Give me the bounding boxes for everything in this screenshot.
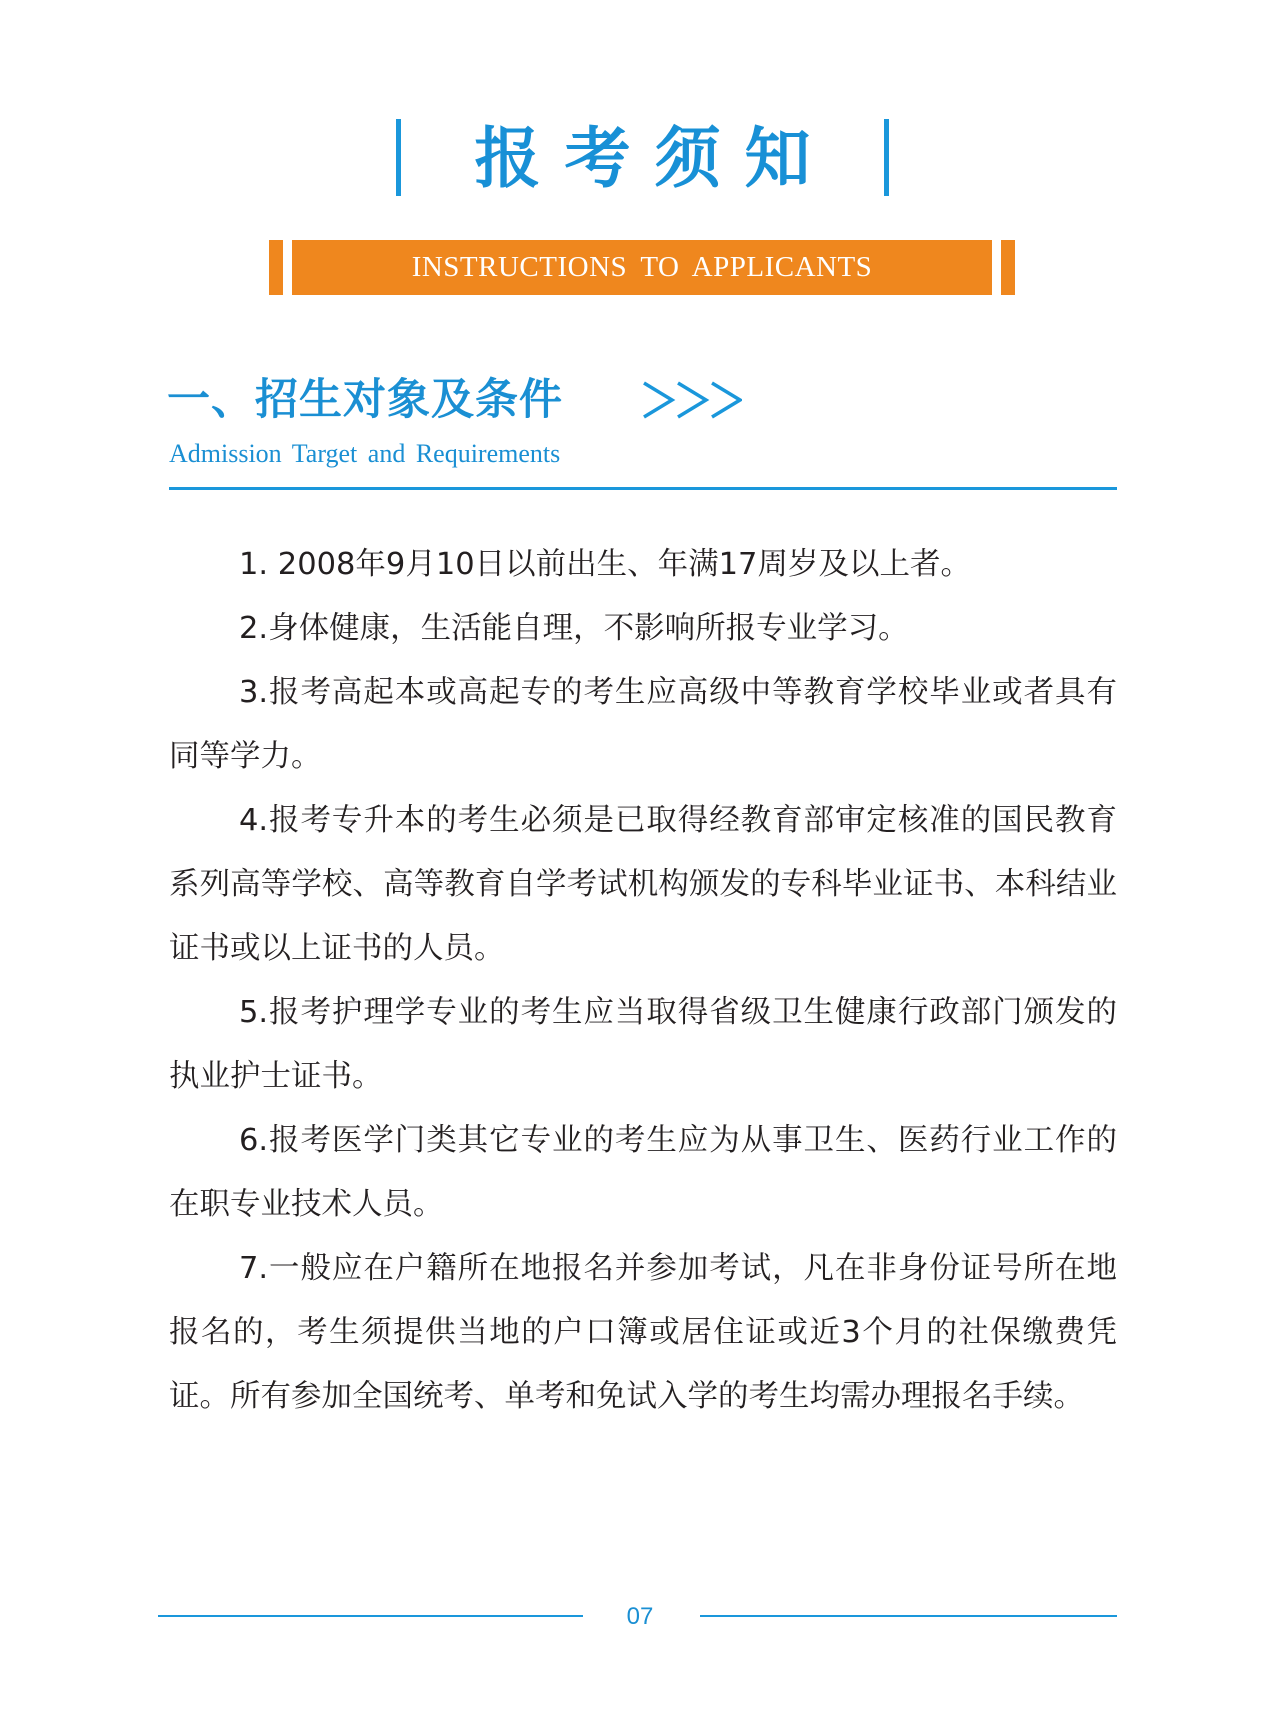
page-title: 报考须知 bbox=[474, 119, 835, 197]
requirement-item: 5.报考护理学专业的考生应当取得省级卫生健康行政部门颁发的执业护士证书。 bbox=[169, 995, 1117, 1094]
requirement-item: 6.报考医学门类其它专业的考生应为从事卫生、医药行业工作的在职专业技术人员。 bbox=[169, 1123, 1117, 1222]
requirements-list bbox=[169, 533, 1117, 1429]
subtitle-banner: INSTRUCTIONS TO APPLICANTS bbox=[292, 240, 992, 295]
section-title: 一、招生对象及条件 bbox=[167, 375, 563, 425]
footer-right-rule bbox=[700, 1615, 1117, 1617]
banner-right-cap bbox=[1001, 240, 1015, 295]
requirement-item: 2.身体健康，生活能自理，不影响所报专业学习。 bbox=[239, 611, 909, 646]
requirement-item: 7.一般应在户籍所在地报名并参加考试，凡在非身份证号所在地报名的，考生须提供当地的户口簿或居住证或近3个月的社保缴费凭证。所有参加全国统考、单考和免试入学的考生均需办理报名手续。 bbox=[169, 1251, 1117, 1414]
requirement-item: 3.报考高起本或高起专的考生应高级中等教育学校毕业或者具有同等学力。 bbox=[169, 675, 1117, 774]
requirement-item: 1. 2008年9月10日以前出生、年满17周岁及以上者。 bbox=[239, 547, 971, 582]
section-subtitle: Admission Target and Requirements bbox=[169, 439, 561, 468]
banner-left-cap bbox=[269, 240, 283, 295]
section-divider bbox=[169, 487, 1117, 490]
triple-chevron-right-icon bbox=[642, 380, 742, 420]
requirement-item: 4.报考专升本的考生必须是已取得经教育部审定核准的国民教育系列高等学校、高等教育自学考试机构颁发的专科毕业证书、本科结业证书或以上证书的人员。 bbox=[169, 803, 1117, 966]
title-right-bar bbox=[884, 119, 889, 196]
page-number: 07 bbox=[626, 1603, 654, 1630]
footer-left-rule bbox=[158, 1615, 583, 1617]
